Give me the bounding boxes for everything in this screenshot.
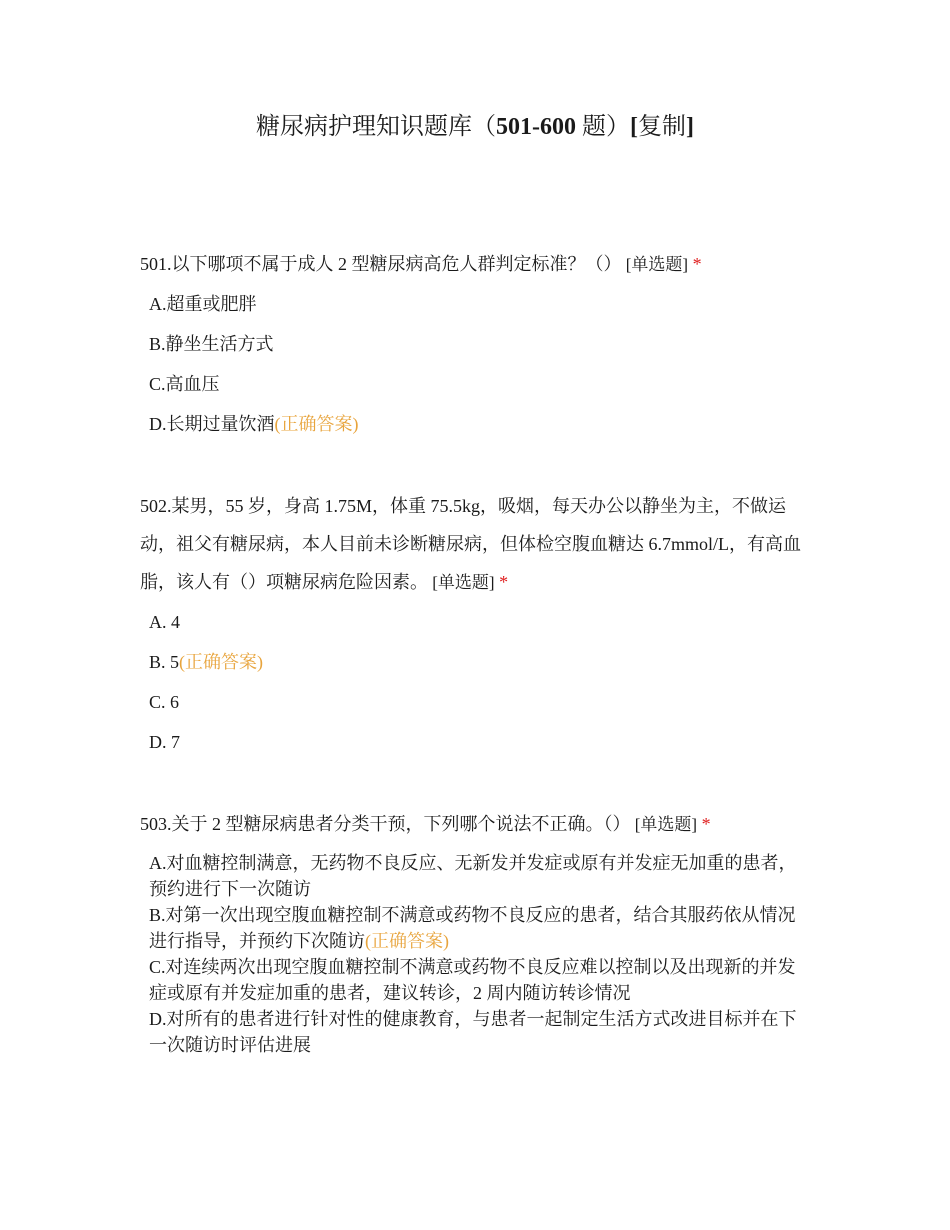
option-a[interactable] <box>149 290 810 318</box>
option-text: C.高血压 <box>149 374 220 394</box>
option-list <box>140 850 810 1058</box>
option-text: A.超重或肥胖 <box>149 294 257 314</box>
option-text: A.对血糖控制满意，无药物不良反应、无新发并发症或原有并发症无加重的患者，预约进行下一次随访 <box>149 853 797 899</box>
option-text: B.对第一次出现空腹血糖控制不满意或药物不良反应的患者，结合其服药依从情况进行指导，并预约下次随访 <box>149 905 796 951</box>
question-type: [单选题] <box>621 255 689 274</box>
question-502 <box>140 487 810 768</box>
title-tag-open: [ <box>630 114 638 140</box>
option-c[interactable] <box>149 688 810 716</box>
title-tag-close: ] <box>686 114 694 140</box>
option-c[interactable] <box>149 370 810 398</box>
question-503 <box>140 805 810 1058</box>
option-text: C.对连续两次出现空腹血糖控制不满意或药物不良反应难以控制以及出现新的并发症或原有并发症加重的患者，建议转诊，2 周内随访转诊情况 <box>149 957 796 1003</box>
correct-answer-label: (正确答案) <box>365 931 449 951</box>
option-list <box>140 290 810 438</box>
option-text: B. 5 <box>149 652 180 672</box>
option-b[interactable] <box>149 902 810 954</box>
title-prefix: 糖尿病护理知识题库（ <box>256 114 496 140</box>
title-suffix: 题） <box>576 114 630 140</box>
question-type: [单选题] <box>630 815 698 834</box>
option-d[interactable] <box>149 1006 810 1058</box>
stem-text: 503.关于 2 型糖尿病患者分类干预，下列哪个说法不正确。（） <box>140 814 631 834</box>
correct-answer-label: (正确答案) <box>179 652 264 672</box>
correct-answer-label: (正确答案) <box>274 414 359 434</box>
option-text: D.对所有的患者进行针对性的健康教育，与患者一起制定生活方式改进目标并在下一次随访时评估进展 <box>149 1009 797 1055</box>
option-c[interactable] <box>149 954 810 1006</box>
question-type: [单选题] <box>428 573 495 592</box>
required-mark: * <box>697 814 711 834</box>
option-a[interactable] <box>149 608 810 636</box>
question-501 <box>140 245 810 450</box>
option-a[interactable] <box>149 850 810 902</box>
required-mark: * <box>494 572 509 592</box>
option-d[interactable] <box>149 410 810 438</box>
option-b[interactable] <box>149 330 810 358</box>
title-tag: 复制 <box>638 114 686 140</box>
required-mark: * <box>688 254 702 274</box>
title-range: 501-600 <box>496 114 576 140</box>
option-text: B.静坐生活方式 <box>149 334 274 354</box>
question-stem <box>140 245 810 284</box>
option-text: D.长期过量饮酒 <box>149 414 275 434</box>
option-text: A. 4 <box>149 612 180 632</box>
page-title <box>0 110 950 144</box>
stem-text: 502.某男，55 岁，身高 1.75M，体重 75.5kg，吸烟，每天办公以静坐为主，不做运动，祖父有糖尿病，本人目前未诊断糖尿病，但体检空腹血糖达 6.7mmol/L，有高血脂，该人有（）项糖尿病危险因素。 <box>140 496 801 592</box>
option-b[interactable] <box>149 648 810 676</box>
option-text: C. 6 <box>149 692 180 712</box>
stem-text: 501.以下哪项不属于成人 2 型糖尿病高危人群判定标准？（） <box>140 254 622 274</box>
question-stem <box>140 487 810 602</box>
option-text: D. 7 <box>149 732 180 752</box>
option-d[interactable] <box>149 728 810 756</box>
question-stem <box>140 805 810 844</box>
option-list <box>140 608 810 756</box>
